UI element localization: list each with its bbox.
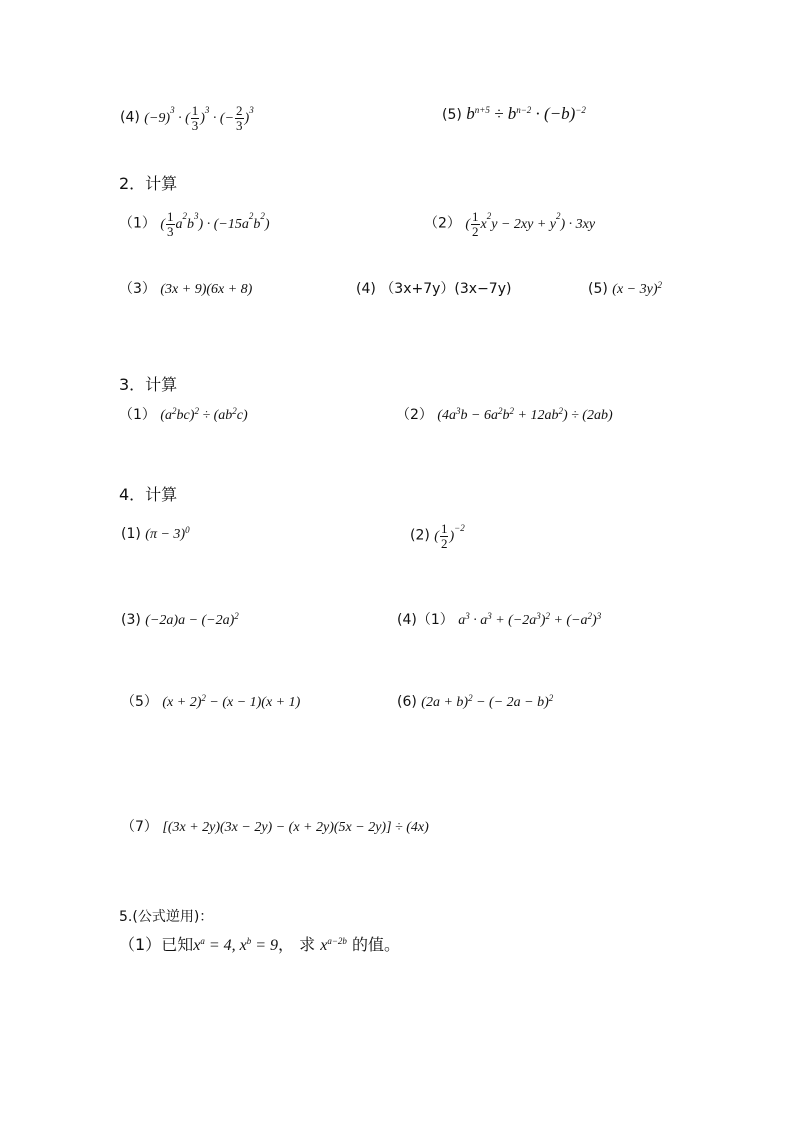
expr-4-2: ( $\frac{1}{2}$ )$^{-2}$ bbox=[434, 521, 465, 551]
problem-2-4: (4) （3x+7y）(3x−7y) bbox=[356, 281, 512, 297]
problem-4-4: (4)（1） $a^3 \cdot a^3 + (-2a^3)^2 + (-a^2)^3$ bbox=[397, 611, 602, 628]
expr-4-7: [(3x + 2y)(3x − 2y) − (x + 2y)(5x − 2y)] ÷ (4x) bbox=[162, 820, 429, 835]
section-3-heading: 3．计算 bbox=[119, 375, 178, 394]
problem-4-1: (1) $(\pi - 3)^0$ bbox=[121, 525, 190, 542]
expr-1-4: $(-9)^3$ · ( $\frac{1}{3}$ )$^3$ · (− $\frac{2}{3}$ )$^3$ bbox=[144, 103, 254, 133]
problem-2-5: (5) $(x - 3y)^2$ bbox=[588, 280, 662, 297]
expr-1-5: $b^{n+5} \div b^{n-2} \cdot (-b)^{-2}$ bbox=[466, 104, 586, 123]
expr-3-1: $(a^2bc)^2 \div (ab^2c)$ bbox=[160, 406, 248, 423]
expr-4-4: $a^3 \cdot a^3 + (-2a^3)^2 + (-a^2)^3$ bbox=[458, 611, 602, 628]
problem-2-1: （1） ( $\frac{1}{3}$ $a^2b^3) \cdot (-15a^2b^2)$ bbox=[119, 209, 270, 239]
problem-4-3: (3) $(-2a)a - (-2a)^2$ bbox=[121, 611, 239, 628]
problem-4-5: （5） $(x + 2)^2 - (x - 1)(x + 1)$ bbox=[121, 693, 301, 710]
problem-2-2: （2） ( $\frac{1}{2}$ $x^2y - 2xy + y^2) \cdot 3xy$ bbox=[424, 209, 596, 239]
expr-2-1: ( $\frac{1}{3}$ $a^2b^3) \cdot (-15a^2b^2)$ bbox=[160, 209, 270, 239]
problem-3-1: （1） $(a^2bc)^2 \div (ab^2c)$ bbox=[119, 406, 248, 423]
problem-4-2: (2) ( $\frac{1}{2}$ )$^{-2}$ bbox=[410, 521, 465, 551]
expr-2-5: $(x - 3y)^2$ bbox=[612, 280, 662, 297]
problem-2-3: （3） (3x + 9)(6x + 8) bbox=[119, 281, 253, 297]
problem-4-6: (6) $(2a + b)^2$ − (− 2a − b)$^2$ bbox=[397, 693, 554, 710]
section-4-heading: 4．计算 bbox=[119, 485, 178, 504]
expr-4-6: $(2a + b)^2$ − (− 2a − b)$^2$ bbox=[421, 693, 554, 710]
section-5-heading: 5.(公式逆用)： bbox=[119, 909, 214, 925]
problem-4-7: （7） [(3x + 2y)(3x − 2y) − (x + 2y)(5x − 2y)] ÷ (4x) bbox=[121, 819, 429, 835]
problem-1-5: (5) $b^{n+5} \div b^{n-2} \cdot (-b)^{-2}$ bbox=[442, 104, 586, 123]
problem-3-2: （2） $(4a^3b - 6a^2b^2 + 12ab^2) \div (2ab)$ bbox=[396, 406, 613, 423]
expr-2-4: （3x+7y）(3x−7y) bbox=[380, 281, 512, 297]
expr-4-5: $(x + 2)^2 - (x - 1)(x + 1)$ bbox=[162, 693, 301, 710]
expr-5-1: $x^a = 4$, $x^b = 9$ bbox=[193, 936, 279, 954]
problem-5-1: （1）已知$x^a = 4$, $x^b = 9$， 求 $x^{a-2b}$ 的值。 bbox=[119, 935, 400, 954]
expr-2-2: ( $\frac{1}{2}$ $x^2y - 2xy + y^2) \cdot 3xy$ bbox=[465, 209, 596, 239]
expr-4-1: $(\pi - 3)^0$ bbox=[145, 525, 190, 542]
problem-1-4: (4) $(-9)^3$ · ( $\frac{1}{3}$ )$^3$ · (− $\frac{2}{3}$ )$^3$ bbox=[120, 103, 254, 133]
expr-3-2: $(4a^3b - 6a^2b^2 + 12ab^2) \div (2ab)$ bbox=[437, 406, 613, 423]
expr-4-3: $(-2a)a - (-2a)^2$ bbox=[145, 611, 239, 628]
expr-2-3: (3x + 9)(6x + 8) bbox=[160, 282, 253, 297]
section-2-heading: 2．计算 bbox=[119, 174, 178, 193]
